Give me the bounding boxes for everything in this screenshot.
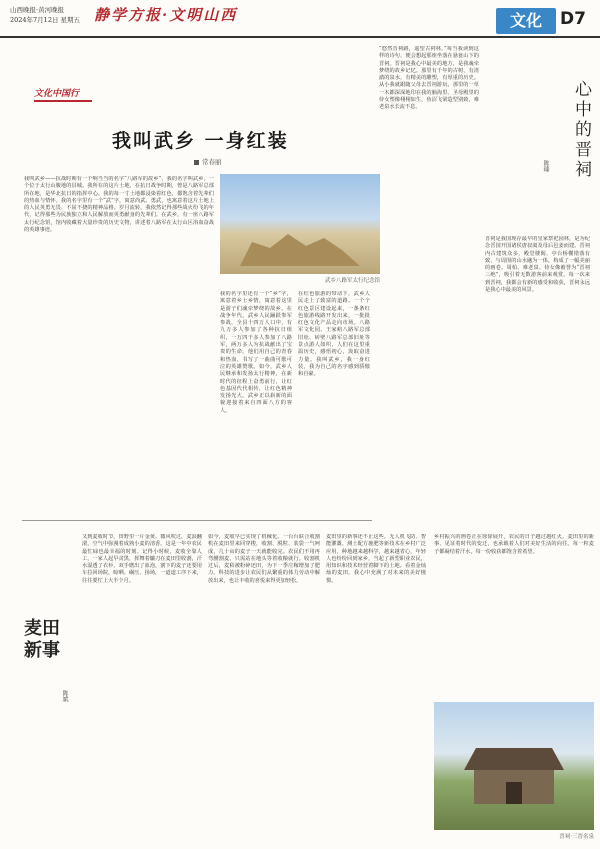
bottom-article-title: 麦田新事: [24, 618, 60, 661]
statue-shape: [240, 226, 360, 266]
page-header: [0, 0, 600, 38]
temple-photo-block: [434, 702, 594, 842]
issue-date: 2024年7月12日 星期五: [10, 16, 81, 24]
article-title: 我叫武乡 一身红装: [112, 130, 289, 152]
article-column-1: 我叫武乡——抗战时期有一个响当当的名字“八路军的故乡”，我的名字叫武乡，一个位于太行山腹地的县城。我所在的这片土地，在抗日战争时期，曾是八路军总部所在地，是华北抗日的指挥中心。我的每一寸土地都浸染着红色，都饱含着先辈们的热血与情怀。我的名字里有一个“武”字，寓意尚武、勇武，也寓意着这片土地上的人民英勇无畏、不屈不挠的精神品格。岁月流转，我依然记得那些战火纷飞的年代，记得那些为民族独立和人民解放而英勇献身的先辈们。在武乡，有一座八路军太行纪念馆，馆内收藏着大量珍贵的历史文物，讲述着八路军在太行山区浴血奋战的英雄事迹。: [24, 176, 214, 234]
article-column-3: 在红色旅游的带动下，武乡人民走上了致富的道路。一个个红色景区建设起来，一条条红色旅游线路开发出来，一批批红色文化产品走向市场。八路军文化园、王家峪八路军总部旧址、砖壁八路军总部旧址等景点游人如织，人们在这里重温历史，感悟初心，汲取奋进力量。我叫武乡，我一身红装，我为自己的名字感到骄傲和自豪。: [298, 291, 370, 378]
paper-name: 山西晚报·黄河晚报: [10, 6, 65, 14]
temple-photo: [434, 702, 594, 830]
bottom-column-2: 如今，麦收早已实现了机械化。一台台联合收割机在麦田里来回穿梭，收割、脱粒、装袋一气呵成，几十亩的麦子一天就能收完。农民们不用再弯腰割麦，只需站在地头等着收粮就行。收割机过后，麦秸被粉碎还田，为下一季庄稼增加了肥力。科技的进步让农民们从繁重的体力劳动中解放出来，也让丰收的喜悦来得更加轻松。: [208, 534, 320, 584]
side-article-title: 心中的晋祠: [571, 80, 591, 180]
masthead: 静学方报·文明山西: [94, 6, 238, 24]
section-badge: 文化: [496, 8, 556, 34]
side-column-1: “悠然晋祠路，遥望古祠林。”每当我读到这样的诗句，便会想起那座坐落在悬瓮山下的晋祠。晋祠是我心中最美的地方，是我魂牵梦绕的故乡记忆。那里有千年的古树，有清澈的泉水，有精美的雕塑，有厚重的历史。从小我就跟随父母去晋祠游玩，那里的一草一木都深深地印在我的脑海里。圣母殿里的侍女塑像栩栩如生，鱼沼飞梁造型别致，难老泉水长流不息。: [379, 46, 479, 111]
column-label-underline: [34, 100, 92, 102]
temple-photo-caption: 晋祠·三晋名泉: [559, 834, 594, 840]
main-article: [22, 46, 380, 521]
temple-door-shape: [506, 782, 522, 804]
bottom-article-byline: 陈斌: [61, 690, 68, 702]
article-column-2: 我的名字里还有一个“乡”字，寓意着乡土乡情，寓意着这里是游子们魂牵梦绕的故乡。在战争年代，武乡人民踊跃参军参战，全县十四万人口中，有九万多人参加了各种抗日组织，一万四千多人参加了八路军，两万多人为抗战献出了宝贵的生命。他们用自己的青春和热血，书写了一曲曲可歌可泣的英雄赞歌。如今，武乡人民继承和发扬太行精神，在新时代的征程上奋勇前行，让红色基因代代相传，让红色精神发扬光大。武乡正以崭新的面貌迎接着来自四面八方的客人。: [220, 291, 292, 414]
side-column-2: 晋祠是我国现存最早的皇家祭祀园林，是为纪念晋国开国诸侯唐叔虞及母后邑姜而建。晋祠内古建筑众多，殿堂楼阁、亭台桥榭错落有致，与周围的山水融为一体，构成了一幅美丽的画卷。周柏、难老泉、侍女像被誉为“晋祠三绝”，吸引着无数游客前来观赏。每一次来到晋祠，我都会有新的感受和收获，晋祠永远是我心中最美的风景。: [485, 236, 590, 294]
temple-roof-shape: [464, 748, 564, 770]
side-article: [379, 46, 593, 521]
bottom-column-1: 又到麦收时节，田野里一片金黄。微风吹过，麦浪翻滚，空气中弥漫着成熟小麦的清香。这是一年中农民最忙碌也最幸福的时刻。记得小时候，麦收全靠人工，一家人起早贪黑，挥舞着镰刀在麦田里收割，汗水湿透了衣衫，双手磨出了血泡。割下的麦子还要用车拉回场院，晾晒、碾压、扬场，一道道工序下来，往往要忙上大半个月。: [82, 534, 202, 584]
article-byline: [194, 157, 222, 166]
column-label: 文化中国行: [34, 89, 80, 99]
memorial-photo: [220, 174, 380, 274]
side-article-byline: 陈臻: [542, 160, 549, 172]
bottom-column-4: 乡村振兴的画卷正在徐徐展开，农民的日子越过越红火。麦田里的新事，见证着时代的变迁，也承载着人们对美好生活的向往。每一粒麦子都凝结着汗水，每一份收获都饱含着希望。: [434, 534, 594, 555]
byline-square-icon: [194, 160, 199, 165]
byline-author: 常春丽: [202, 158, 222, 166]
photo-caption: 武乡八路军太行纪念馆: [324, 278, 380, 284]
page-number: D7: [560, 9, 586, 29]
bottom-column-3: 麦田里的新事还不止这些。无人机飞防、智能灌溉、测土配方施肥等新技术在乡村广泛应用，种地越来越科学，越来越省心。年轻人也纷纷回到家乡，当起了新型职业农民，用知识和技术经营着脚下的土地。看着金灿灿的麦田，我心中充满了对未来的美好憧憬。: [326, 534, 426, 584]
article-photo: [220, 174, 380, 284]
